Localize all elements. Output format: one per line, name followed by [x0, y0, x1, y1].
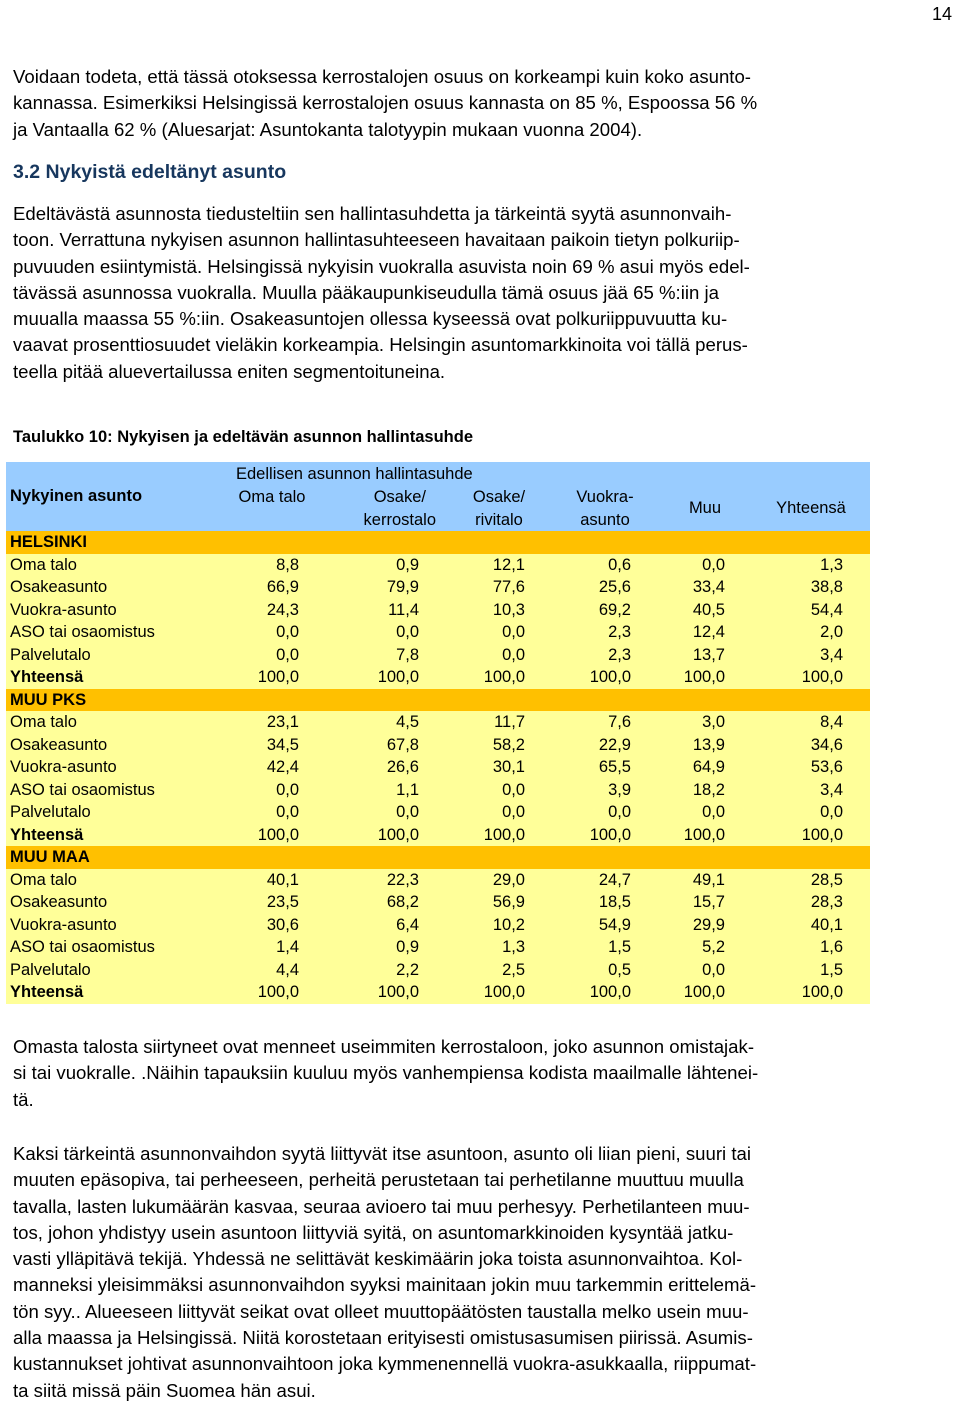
text-line: kannassa. Esimerkiksi Helsingissä kerrostalojen osuus kannasta on 85 %, Espoossa 56 % [13, 92, 758, 114]
table-cell: 24,7 [552, 869, 658, 892]
table-row [6, 869, 870, 892]
table-cell: 2,0 [752, 621, 870, 644]
row-label: ASO tai osaomistus [6, 779, 218, 802]
table-cell: 6,4 [326, 914, 446, 937]
table-cell: 100,0 [326, 824, 446, 847]
table-cell: 100,0 [552, 824, 658, 847]
text-line: si tai vuokralle. .Näihin tapauksiin kuuluu myös vanhempiensa kodista maailmalle lähtenei- [13, 1062, 759, 1084]
text-line: alla maassa ja Helsingissä. Niitä korostetaan erityisesti omistusasumisen piirissä. Asumis- [13, 1327, 753, 1349]
table-cell: 0,9 [326, 554, 446, 577]
table-cell: 54,4 [752, 599, 870, 622]
table-cell: 7,6 [552, 711, 658, 734]
table-row [6, 711, 870, 734]
table-cell: 0,0 [446, 621, 552, 644]
page-number: 14 [931, 4, 952, 24]
section-label: MUU MAA [6, 846, 870, 869]
table-cell: 23,5 [218, 891, 326, 914]
table-cell: 0,0 [752, 801, 870, 824]
table-cell: 1,5 [552, 936, 658, 959]
table-cell: 0,6 [552, 554, 658, 577]
table-cell: 34,5 [218, 734, 326, 757]
table-cell: 0,9 [326, 936, 446, 959]
column-header-line: Oma talo [238, 488, 306, 506]
table-cell: 100,0 [218, 981, 326, 1004]
text-line: ta siitä missä päin Suomea hän asui. [13, 1379, 316, 1401]
text-line: kustannukset johtivat asunnonvaihtoon joka kymmenennellä vuokra-asukkaalla, riippumat- [13, 1353, 757, 1375]
table-cell: 65,5 [552, 756, 658, 779]
table-cell: 100,0 [752, 824, 870, 847]
body-paragraph-3 [13, 1141, 957, 1404]
column-header-line: Yhteensä [776, 499, 846, 518]
row-label: Osakeasunto [6, 576, 218, 599]
column-header-group [218, 462, 870, 531]
column-header-line: Vuokra- [576, 488, 634, 506]
table-row [6, 599, 870, 622]
table-cell: 11,7 [446, 711, 552, 734]
table-cell: 12,1 [446, 554, 552, 577]
table-cell: 40,5 [658, 599, 752, 622]
table-cell: 0,0 [446, 779, 552, 802]
row-label: Vuokra-asunto [6, 914, 218, 937]
table-cell: 22,3 [326, 869, 446, 892]
table-cell: 13,9 [658, 734, 752, 757]
row-label: Palvelutalo [6, 959, 218, 982]
table-cell: 49,1 [658, 869, 752, 892]
table-cell: 29,9 [658, 914, 752, 937]
table-cell: 100,0 [552, 666, 658, 689]
table-row [6, 554, 870, 577]
text-line: muuten epäsopiva, tai perheeseen, perheitä perustetaan tai perhetilanne muuttuu muulla [13, 1169, 744, 1191]
table-row [6, 914, 870, 937]
table-cell: 68,2 [326, 891, 446, 914]
table-cell: 2,5 [446, 959, 552, 982]
table-cell: 53,6 [752, 756, 870, 779]
row-label: ASO tai osaomistus [6, 936, 218, 959]
body-paragraph-2 [13, 1034, 957, 1113]
table-cell: 100,0 [446, 824, 552, 847]
table-cell: 1,5 [752, 959, 870, 982]
row-label: Osakeasunto [6, 891, 218, 914]
table-row [6, 801, 870, 824]
table-caption: Taulukko 10: Nykyisen ja edeltävän asunnon hallintasuhde [13, 428, 473, 446]
table-cell: 100,0 [326, 981, 446, 1004]
table-cell: 5,2 [658, 936, 752, 959]
table-cell: 100,0 [218, 824, 326, 847]
table-cell: 28,5 [752, 869, 870, 892]
section-row [6, 846, 870, 869]
table-cell: 1,4 [218, 936, 326, 959]
tenure-table [6, 462, 870, 1004]
intro-paragraph [13, 64, 957, 143]
table-cell: 29,0 [446, 869, 552, 892]
section-label: HELSINKI [6, 531, 870, 554]
table-cell: 1,6 [752, 936, 870, 959]
table-cell: 40,1 [752, 914, 870, 937]
table-cell: 1,3 [446, 936, 552, 959]
table-cell: 0,0 [446, 644, 552, 667]
row-header: Nykyinen asunto [6, 462, 218, 531]
table-row [6, 734, 870, 757]
table-cell: 34,6 [752, 734, 870, 757]
row-label: Osakeasunto [6, 734, 218, 757]
table-cell: 3,4 [752, 779, 870, 802]
table-cell: 38,8 [752, 576, 870, 599]
text-line: toon. Verrattuna nykyisen asunnon hallintasuhteeseen havaitaan paikoin tietyn polkuriip- [13, 229, 740, 251]
table-cell: 7,8 [326, 644, 446, 667]
row-label: Oma talo [6, 554, 218, 577]
body-paragraph-1 [13, 201, 957, 385]
table-cell: 0,5 [552, 959, 658, 982]
text-line: tos, johon yhdistyy usein asuntoon liittyviä syitä, on asuntomarkkinoiden kysyntää jatku- [13, 1221, 734, 1243]
text-line: manneksi yleisimmäksi asunnonvaihdon syyksi mainitaan jokin muu tarkemmin erittelemä- [13, 1274, 757, 1296]
table-cell: 11,4 [326, 599, 446, 622]
table-cell: 10,3 [446, 599, 552, 622]
section-row [6, 689, 870, 712]
text-line: tävässä asunnossa vuokralla. Muulla pääkaupunkiseudulla tämä osuus jää 65 %:iin ja [13, 281, 719, 303]
text-line: Voidaan todeta, että tässä otoksessa kerrostalojen osuus on korkeampi kuin koko asunto- [13, 66, 751, 87]
table-cell: 0,0 [218, 779, 326, 802]
column-header [552, 486, 658, 531]
column-header [446, 486, 552, 531]
table-row [6, 959, 870, 982]
table-cell: 100,0 [658, 824, 752, 847]
table-cell: 77,6 [446, 576, 552, 599]
table-cell: 100,0 [218, 666, 326, 689]
table-cell: 4,5 [326, 711, 446, 734]
table-row [6, 576, 870, 599]
table-cell: 3,9 [552, 779, 658, 802]
table-cell: 100,0 [658, 666, 752, 689]
table-row [6, 981, 870, 1004]
table-cell: 100,0 [552, 981, 658, 1004]
table-cell: 0,0 [658, 554, 752, 577]
table-cell: 0,0 [552, 801, 658, 824]
table-cell: 0,0 [326, 621, 446, 644]
table-cell: 42,4 [218, 756, 326, 779]
text-line: Kaksi tärkeintä asunnonvaihdon syytä liittyvät itse asuntoon, asunto oli liian pieni, suuri tai [13, 1143, 751, 1164]
table-cell: 0,0 [326, 801, 446, 824]
column-header [752, 486, 870, 531]
column-header-line: rivitalo [475, 510, 523, 529]
row-label: Yhteensä [6, 666, 218, 689]
table-cell: 2,3 [552, 621, 658, 644]
table-row [6, 621, 870, 644]
table-cell: 15,7 [658, 891, 752, 914]
section-row [6, 531, 870, 554]
row-label: Palvelutalo [6, 801, 218, 824]
table-cell: 26,6 [326, 756, 446, 779]
table-cell: 8,4 [752, 711, 870, 734]
table-cell: 33,4 [658, 576, 752, 599]
table-cell: 40,1 [218, 869, 326, 892]
table-cell: 18,5 [552, 891, 658, 914]
row-label: Vuokra-asunto [6, 756, 218, 779]
table-row [6, 756, 870, 779]
table-cell: 2,2 [326, 959, 446, 982]
table-cell: 2,3 [552, 644, 658, 667]
column-header-line: asunto [580, 510, 630, 529]
table-cell: 0,0 [446, 801, 552, 824]
table-cell: 4,4 [218, 959, 326, 982]
table-row [6, 666, 870, 689]
section-heading: 3.2 Nykyistä edeltänyt asunto [13, 161, 287, 183]
table-cell: 30,6 [218, 914, 326, 937]
table-cell: 18,2 [658, 779, 752, 802]
table-cell: 100,0 [326, 666, 446, 689]
text-line: tä. [13, 1088, 34, 1110]
table-cell: 0,0 [218, 644, 326, 667]
group-header: Edellisen asunnon hallintasuhde [236, 465, 473, 483]
table-row [6, 936, 870, 959]
text-line: tön syy.. Alueeseen liittyvät seikat ovat olleet muuttopäätösten taustalla melko usein muu- [13, 1300, 749, 1322]
row-label: Vuokra-asunto [6, 599, 218, 622]
table-cell: 100,0 [752, 981, 870, 1004]
row-label: Oma talo [6, 711, 218, 734]
column-header [658, 486, 752, 531]
table-row [6, 644, 870, 667]
row-label: ASO tai osaomistus [6, 621, 218, 644]
column-header-line: kerrostalo [363, 510, 436, 529]
table-cell: 28,3 [752, 891, 870, 914]
table-row [6, 891, 870, 914]
table-cell: 100,0 [446, 666, 552, 689]
text-line: tavalla, lasten lukumäärän kasvaa, seuraa avioero tai muu perhesyy. Perhetilanteen muu- [13, 1195, 750, 1217]
table-cell: 23,1 [218, 711, 326, 734]
text-line: ja Vantaalla 62 % (Aluesarjat: Asuntokanta talotyypin mukaan vuonna 2004). [13, 118, 643, 140]
table-cell: 8,8 [218, 554, 326, 577]
table-cell: 58,2 [446, 734, 552, 757]
table-cell: 100,0 [658, 981, 752, 1004]
table-cell: 24,3 [218, 599, 326, 622]
table-cell: 0,0 [658, 959, 752, 982]
column-header-line: Osake/ [373, 488, 426, 506]
table-cell: 79,9 [326, 576, 446, 599]
table-row [6, 824, 870, 847]
table-cell: 3,0 [658, 711, 752, 734]
text-line: vasti ylläpitävä tekijä. Yhdessä ne selittävät keskimäärin joka toista asunnonvaihtoa. Kol- [13, 1248, 743, 1270]
text-line: muualla maassa 55 %:iin. Osakeasuntojen ollessa kyseessä ovat polkuriippuvuutta ku- [13, 308, 728, 330]
text-line: Edeltävästä asunnosta tiedusteltiin sen hallintasuhdetta ja tärkeintä syytä asunnonvaih- [13, 203, 732, 224]
table-cell: 0,0 [218, 801, 326, 824]
table-cell: 3,4 [752, 644, 870, 667]
table-cell: 67,8 [326, 734, 446, 757]
table-cell: 56,9 [446, 891, 552, 914]
column-header [218, 486, 326, 531]
table-row [6, 779, 870, 802]
row-label: Yhteensä [6, 824, 218, 847]
table-cell: 100,0 [446, 981, 552, 1004]
column-header-line [218, 509, 326, 531]
text-line: Omasta talosta siirtyneet ovat menneet useimmiten kerrostaloon, joko asunnon omistajak- [13, 1036, 755, 1057]
table-cell: 69,2 [552, 599, 658, 622]
text-line: puvuuden esiintymistä. Helsingissä nykyisin vuokralla asuvista noin 69 % asui myös edel- [13, 255, 750, 277]
column-header [326, 486, 446, 531]
table-cell: 12,4 [658, 621, 752, 644]
table-cell: 64,9 [658, 756, 752, 779]
table-cell: 10,2 [446, 914, 552, 937]
table-cell: 0,0 [658, 801, 752, 824]
table-cell: 1,1 [326, 779, 446, 802]
table-cell: 0,0 [218, 621, 326, 644]
row-label: Oma talo [6, 869, 218, 892]
section-label: MUU PKS [6, 689, 870, 712]
column-header-line: Osake/ [472, 488, 526, 506]
table-cell: 1,3 [752, 554, 870, 577]
row-label: Palvelutalo [6, 644, 218, 667]
table-cell: 25,6 [552, 576, 658, 599]
table-header-row [6, 462, 870, 531]
table-cell: 66,9 [218, 576, 326, 599]
table-cell: 22,9 [552, 734, 658, 757]
table-cell: 54,9 [552, 914, 658, 937]
column-header-line: Muu [688, 499, 722, 518]
row-label: Yhteensä [6, 981, 218, 1004]
table-cell: 100,0 [752, 666, 870, 689]
table-cell: 30,1 [446, 756, 552, 779]
table-cell: 13,7 [658, 644, 752, 667]
text-line: teella pitää aluevertailussa eniten segmentoituneina. [13, 360, 446, 382]
text-line: vaavat prosenttiosuudet vieläkin korkeampia. Helsingin asuntomarkkinoita voi tällä perus- [13, 334, 748, 356]
